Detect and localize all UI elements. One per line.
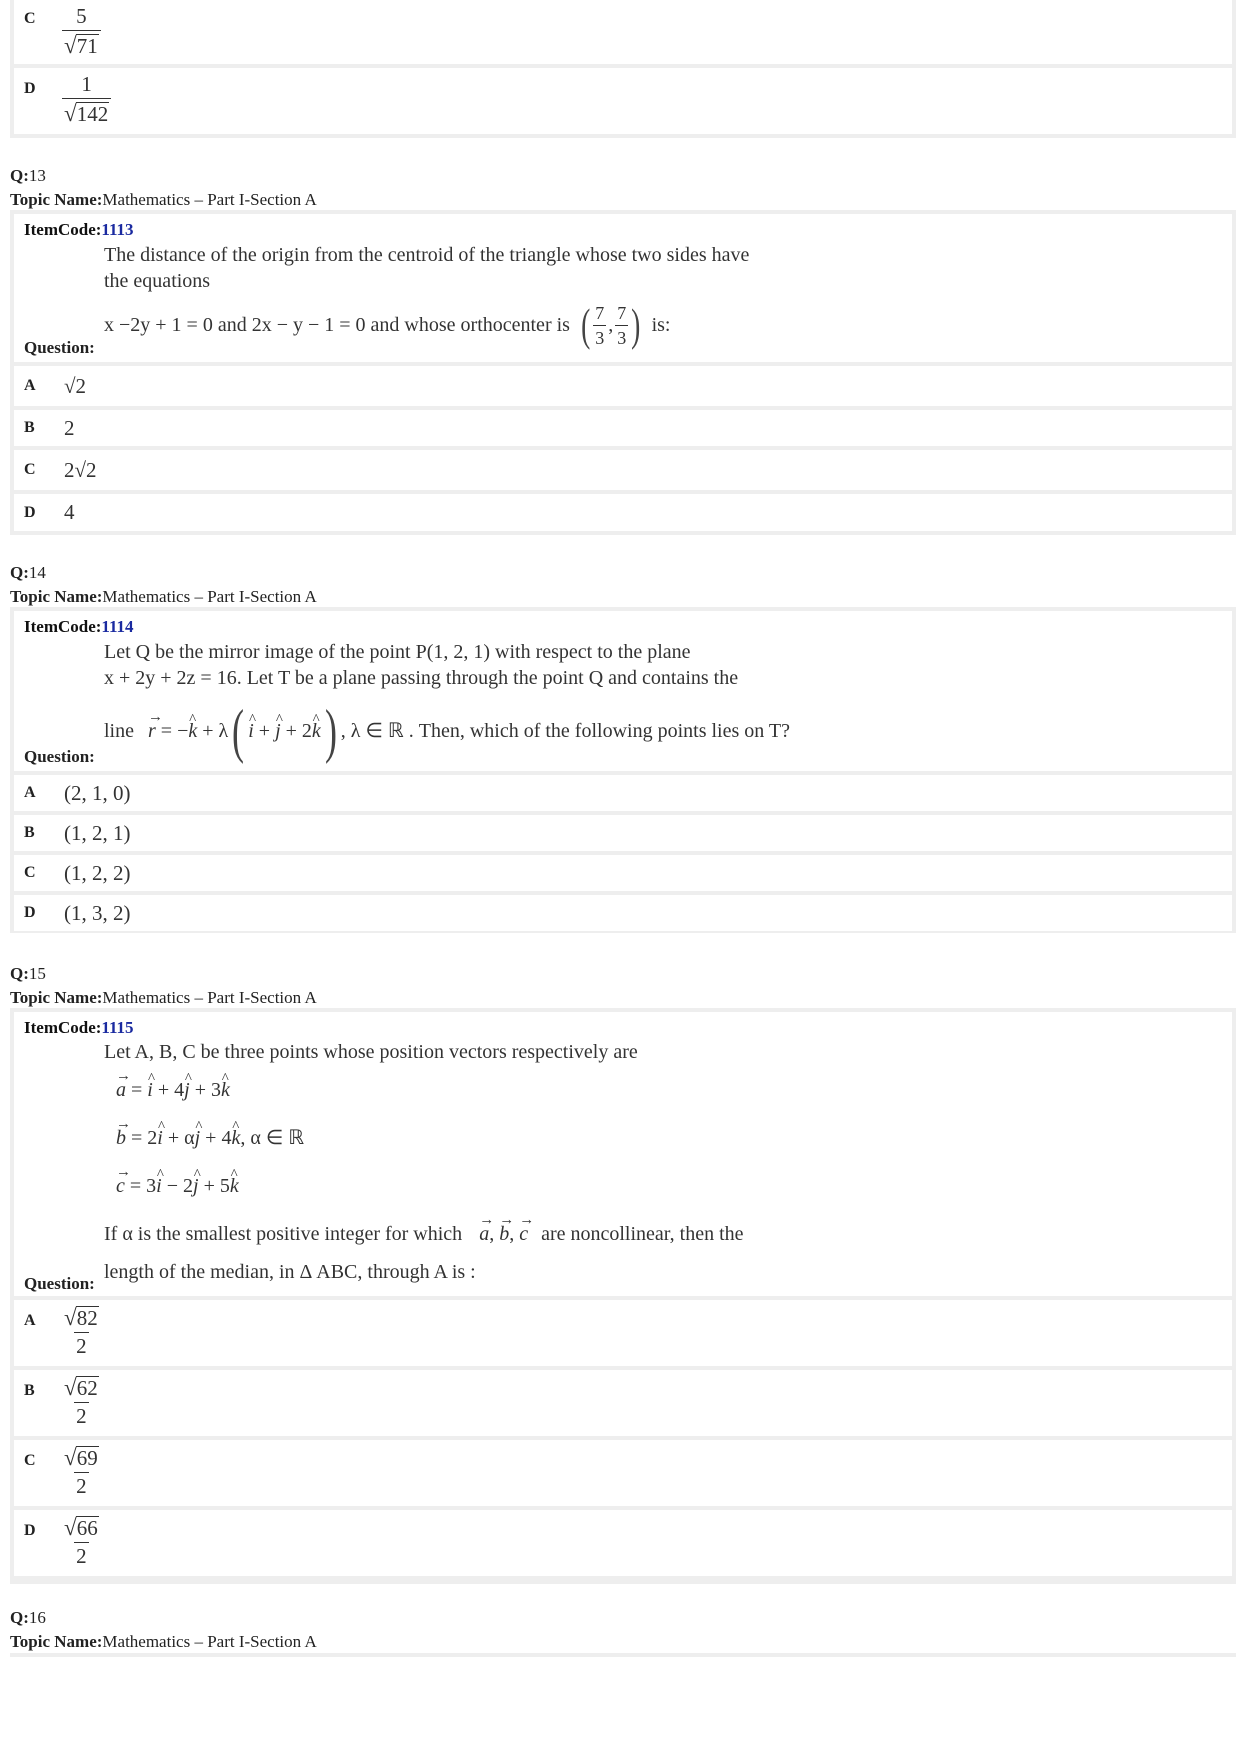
topic-name: Mathematics – Part I-Section A <box>102 190 317 209</box>
option-value: 2√2 <box>64 457 97 482</box>
item-code: ItemCode:1115 <box>24 1018 134 1037</box>
radicand: 142 <box>76 102 109 127</box>
radicand: 66 <box>76 1516 98 1541</box>
question-panel <box>10 1008 1236 1584</box>
option-letter: A <box>24 1312 36 1329</box>
option-value: √ 62 2 <box>64 1374 98 1429</box>
option-value: √ 82 2 <box>64 1304 98 1359</box>
option-row[interactable] <box>14 775 1232 811</box>
question-number: 16 <box>28 1608 46 1627</box>
option-value: (1, 2, 2) <box>64 860 131 885</box>
question-label: Question: <box>24 338 95 357</box>
option-letter: B <box>24 1382 35 1399</box>
option-row[interactable] <box>14 450 1232 490</box>
option-letter: C <box>24 10 36 27</box>
prev-options-panel <box>10 0 1236 138</box>
question-panel <box>10 607 1236 933</box>
option-letter: B <box>24 419 35 436</box>
question-panel <box>10 210 1236 535</box>
option-row[interactable] <box>14 410 1232 446</box>
radicand: 62 <box>76 1376 98 1401</box>
topic-name: Mathematics – Part I-Section A <box>102 988 317 1007</box>
question-header: Q:16 Topic Name:Mathematics – Part I-Section A <box>10 1608 317 1651</box>
question-stem-row <box>14 1012 1232 1296</box>
question-number: 13 <box>28 166 46 185</box>
question-stem: Let Q be the mirror image of the point P(1, 2, 1) with respect to the plane x + 2y + 2z = 16. Let T be a plane passing through the point Q and contains the line → r = −^ k + λ ( ^ i + ^ j + 2^ k ) , λ ∈ ℝ . Then, which of the following points lies on T? <box>104 639 790 761</box>
option-value: √ 66 2 <box>64 1514 98 1569</box>
option-value <box>48 68 111 125</box>
question-number: 15 <box>28 964 46 983</box>
fraction-numerator: 5 <box>76 4 87 28</box>
question-label: Question: <box>24 1274 95 1293</box>
option-letter: D <box>24 1522 36 1539</box>
option-row[interactable] <box>14 366 1232 406</box>
topic-name: Mathematics – Part I-Section A <box>102 587 317 606</box>
option-value <box>48 0 101 57</box>
option-letter: D <box>24 904 36 921</box>
question-stem: Let A, B, C be three points whose position vectors respectively are → a = ^ i + 4^ j + 3^ k → b = 2^ i + α^ j + 4^ k, α ∈ ℝ → c = 3^ i − 2^ j + 5^ k If α is the smallest positive integer for which → a, → b, → c are noncollinear, then the length of the median, in Δ ABC, through A is : <box>104 1040 744 1284</box>
question-header: Q:15 Topic Name:Mathematics – Part I-Section A <box>10 964 317 1007</box>
option-row[interactable] <box>14 0 1232 64</box>
question-label: Question: <box>24 747 95 766</box>
option-value: √ 69 2 <box>64 1444 98 1499</box>
question-stem: The distance of the origin from the centroid of the triangle whose two sides have the equations x −2y + 1 = 0 and 2x − y − 1 = 0 and whose orthocenter is ( $\frac{7}{3}$ , $\frac{7}{3}$ ) is: <box>104 244 750 350</box>
option-value: (2, 1, 0) <box>64 780 131 805</box>
option-row[interactable] <box>14 1370 1232 1436</box>
option-letter: B <box>24 824 35 841</box>
item-code: ItemCode:1113 <box>24 220 134 239</box>
option-value: (1, 3, 2) <box>64 900 131 925</box>
option-letter: D <box>24 80 36 97</box>
option-row[interactable] <box>14 855 1232 891</box>
fraction: 1 √ 142 <box>62 74 111 125</box>
radicand: 71 <box>76 34 98 59</box>
option-row[interactable] <box>14 1300 1232 1366</box>
radicand: 69 <box>76 1446 98 1471</box>
option-letter: A <box>24 784 36 801</box>
option-letter: A <box>24 377 36 394</box>
option-value: 2 <box>64 415 75 440</box>
topic-name: Mathematics – Part I-Section A <box>102 1632 317 1651</box>
option-row[interactable] <box>14 1510 1232 1576</box>
option-value: √2 <box>64 373 87 398</box>
question-header: Q:13 Topic Name:Mathematics – Part I-Section A <box>10 166 317 209</box>
option-letter: D <box>24 503 36 521</box>
option-row[interactable] <box>14 815 1232 851</box>
option-row[interactable] <box>14 1440 1232 1506</box>
option-row[interactable] <box>14 895 1232 931</box>
option-letter: C <box>24 1452 36 1469</box>
question-header: Q:14 Topic Name:Mathematics – Part I-Section A <box>10 563 317 606</box>
question-stem-row <box>14 611 1232 771</box>
option-row[interactable] <box>14 68 1232 134</box>
question-number: 14 <box>28 563 46 582</box>
option-letter: C <box>24 461 36 478</box>
option-value: (1, 2, 1) <box>64 820 131 845</box>
question-stem-row <box>14 214 1232 362</box>
item-code: ItemCode:1114 <box>24 617 134 636</box>
fraction-numerator: 1 <box>81 72 92 96</box>
option-value: 4 <box>64 500 75 524</box>
option-row[interactable] <box>14 494 1232 531</box>
option-letter: C <box>24 864 36 881</box>
fraction: 5 √ 71 <box>62 6 101 57</box>
radicand: 82 <box>76 1306 98 1331</box>
question-panel-top-edge <box>10 1653 1236 1657</box>
